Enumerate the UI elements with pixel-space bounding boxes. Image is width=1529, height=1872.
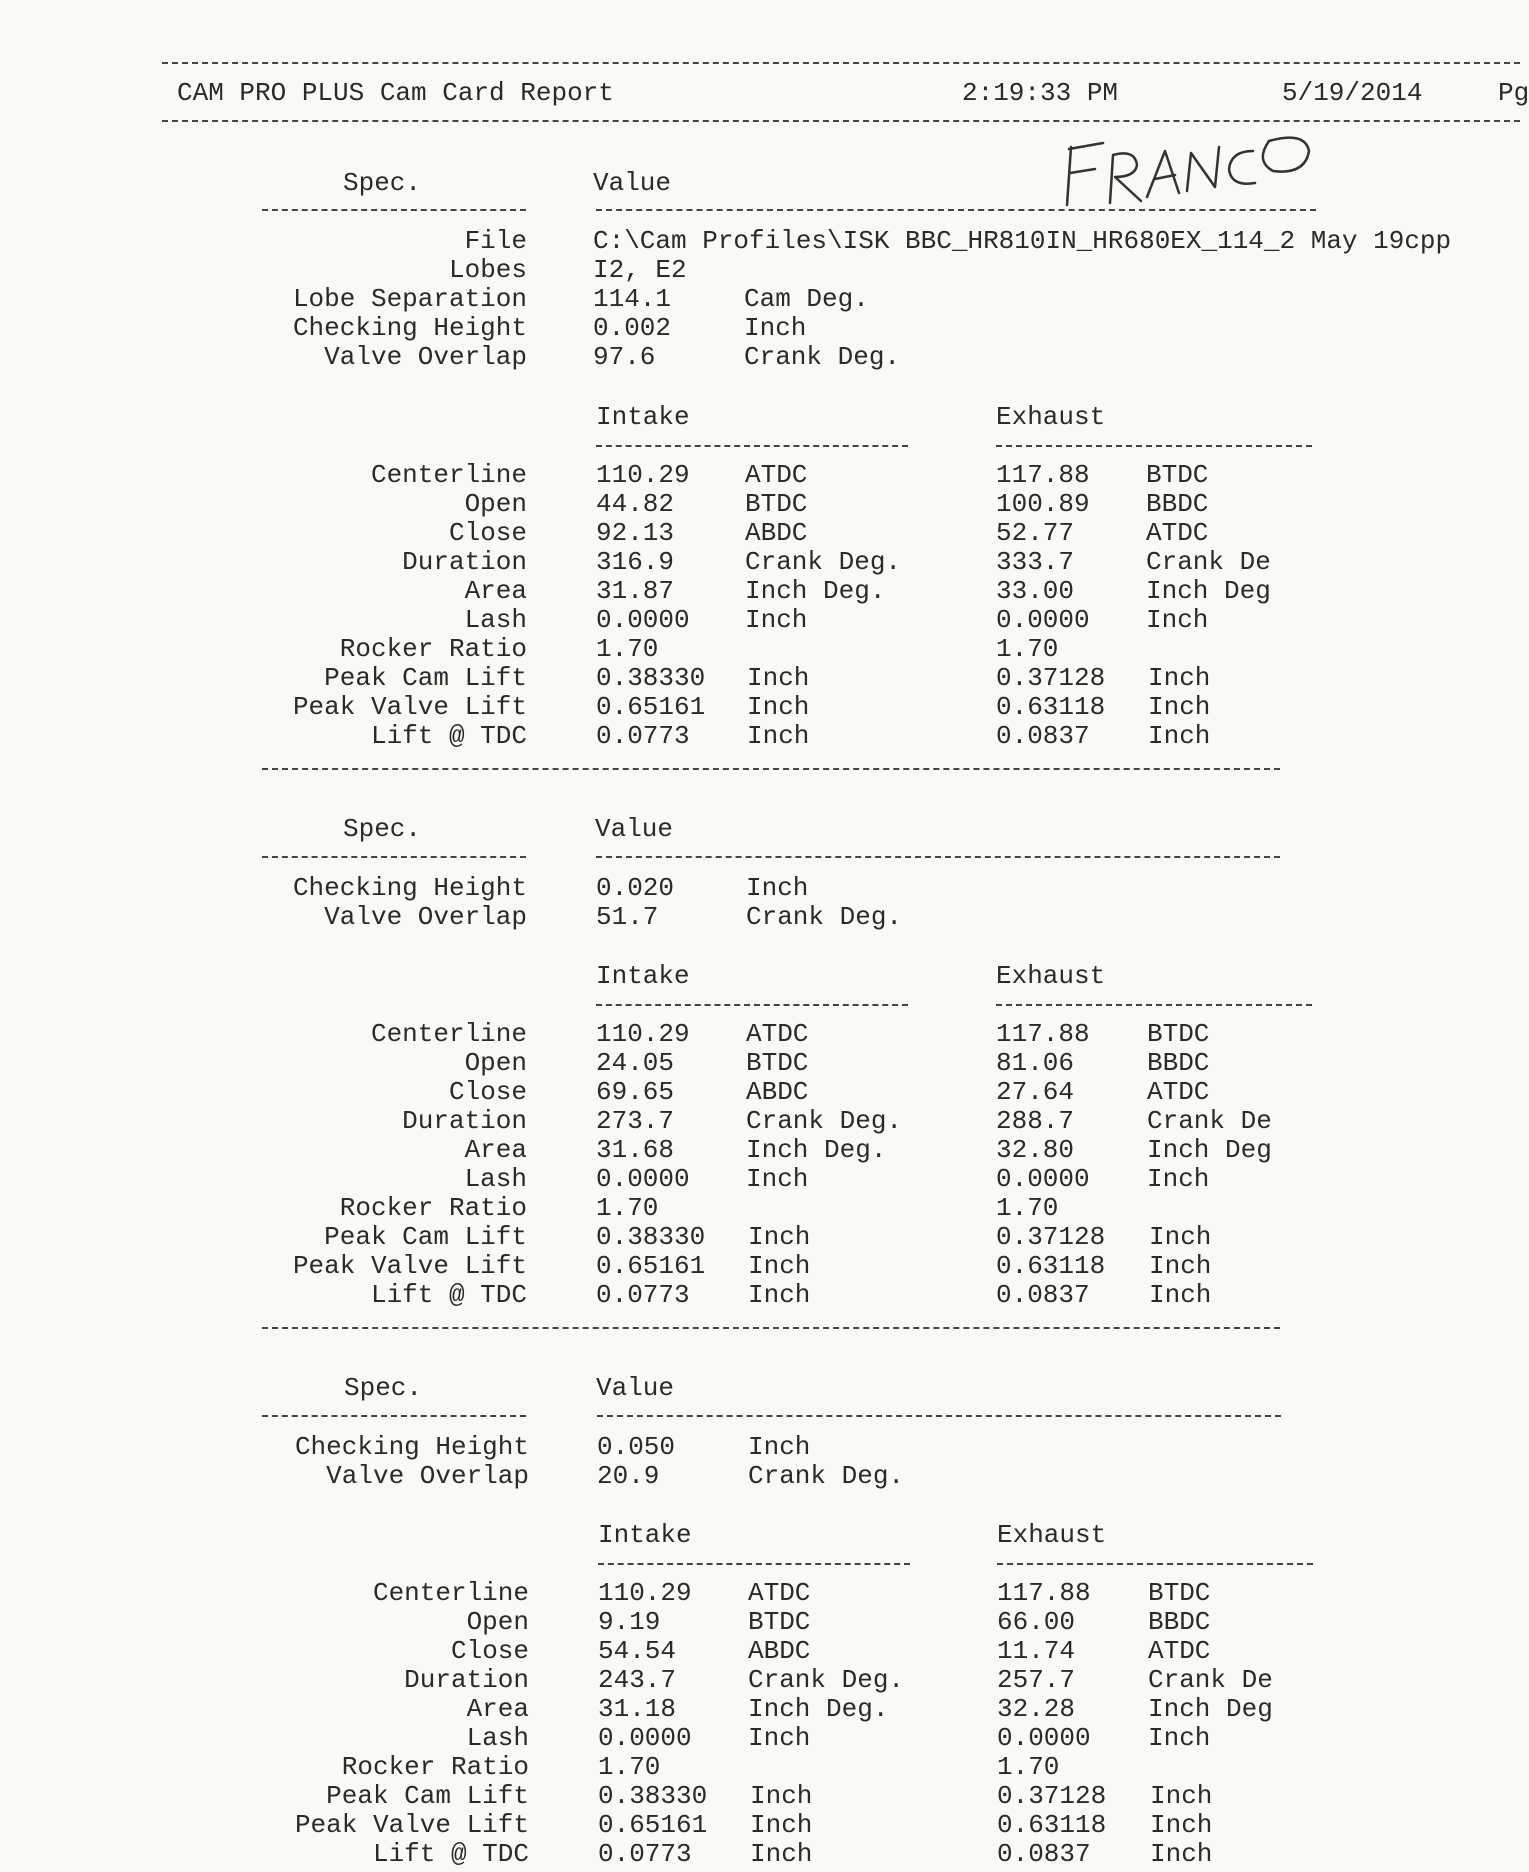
s1-intake-value: 31.87 — [596, 576, 675, 606]
report-page-label: Pg — [1498, 78, 1529, 108]
s3-exhaust-value: 257.7 — [997, 1665, 1076, 1695]
s3-exhaust-value: 117.88 — [997, 1578, 1091, 1608]
s1-row-label: Centerline — [370, 460, 527, 490]
s3-overlap-value: 20.9 — [597, 1461, 660, 1491]
s1-lobesep-label: Lobe Separation — [292, 284, 527, 314]
s3-intake-value: 1.70 — [598, 1752, 661, 1782]
s1-exhaust-value: 1.70 — [996, 634, 1059, 664]
s1-intake-rule — [596, 445, 908, 447]
s3-exhaust-unit: Inch — [1150, 1810, 1213, 1840]
s3-exhaust-unit: Inch — [1148, 1723, 1211, 1753]
s1-intake-unit: Inch — [747, 721, 810, 751]
s1-lobes-label: Lobes — [448, 255, 527, 285]
s2-exhaust-unit: BBDC — [1147, 1048, 1210, 1078]
s1-intake-value: 0.0000 — [596, 605, 690, 635]
s1-exhaust-value: 33.00 — [996, 576, 1075, 606]
s1-exhaust-header: Exhaust — [996, 402, 1106, 432]
s1-overlap-label: Valve Overlap — [324, 342, 527, 372]
s1-exhaust-value: 0.63118 — [996, 692, 1106, 722]
s3-exhaust-header: Exhaust — [997, 1520, 1107, 1550]
s1-intake-value: 1.70 — [596, 634, 659, 664]
s2-exhaust-unit: Inch Deg — [1147, 1135, 1272, 1165]
s3-row-label: Open — [466, 1607, 529, 1637]
s1-spec-header: Spec. — [343, 168, 422, 198]
report-title: CAM PRO PLUS Cam Card Report — [177, 78, 614, 108]
s3-exhaust-value: 32.28 — [997, 1694, 1076, 1724]
s2-row-label: Rocker Ratio — [339, 1193, 527, 1223]
s2-exhaust-unit: ATDC — [1147, 1077, 1210, 1107]
s3-intake-value: 0.38330 — [598, 1781, 708, 1811]
s2-intake-value: 0.0000 — [596, 1164, 690, 1194]
s2-row-label: Centerline — [370, 1019, 527, 1049]
s3-row-label: Duration — [404, 1665, 529, 1695]
s1-exhaust-value: 0.37128 — [996, 663, 1106, 693]
s3-exhaust-unit: Inch Deg — [1148, 1694, 1273, 1724]
s3-row-label: Peak Cam Lift — [326, 1781, 529, 1811]
s2-exhaust-value: 0.0837 — [996, 1280, 1090, 1310]
s3-exhaust-value: 1.70 — [997, 1752, 1060, 1782]
s3-row-label: Peak Valve Lift — [294, 1810, 529, 1840]
s2-row-label: Peak Cam Lift — [324, 1222, 527, 1252]
s3-row-label: Area — [466, 1694, 529, 1724]
s3-check-label: Checking Height — [294, 1432, 529, 1462]
s2-exhaust-unit: Inch — [1149, 1222, 1212, 1252]
s2-intake-unit: ABDC — [746, 1077, 809, 1107]
s2-exhaust-value: 0.0000 — [996, 1164, 1090, 1194]
s1-row-label: Lift @ TDC — [370, 721, 527, 751]
s2-spec-rule — [262, 856, 526, 858]
s2-intake-value: 110.29 — [596, 1019, 690, 1049]
s1-intake-value: 110.29 — [596, 460, 690, 490]
s2-intake-value: 0.0773 — [596, 1280, 690, 1310]
s3-value-header: Value — [596, 1373, 675, 1403]
s1-row-label: Area — [464, 576, 527, 606]
s2-intake-value: 0.65161 — [596, 1251, 706, 1281]
s2-check-label: Checking Height — [292, 873, 527, 903]
s1-check-unit: Inch — [744, 313, 807, 343]
s1-row-label: Duration — [402, 547, 527, 577]
s1-intake-header: Intake — [596, 402, 690, 432]
s1-exhaust-unit: Inch — [1148, 721, 1211, 751]
s1-exhaust-unit: BTDC — [1146, 460, 1209, 490]
s1-lobesep-value: 114.1 — [593, 284, 672, 314]
s2-intake-unit: Inch — [748, 1222, 811, 1252]
s3-exhaust-value: 11.74 — [997, 1636, 1076, 1666]
s3-intake-unit: Inch — [750, 1839, 813, 1869]
s2-intake-unit: ATDC — [746, 1019, 809, 1049]
s1-intake-value: 0.65161 — [596, 692, 706, 722]
s3-row-label: Centerline — [372, 1578, 529, 1608]
s3-exhaust-value: 0.0837 — [997, 1839, 1091, 1869]
s2-exhaust-unit: Inch — [1149, 1280, 1212, 1310]
s3-value-rule — [597, 1415, 1281, 1417]
s2-check-value: 0.020 — [596, 873, 675, 903]
s3-exhaust-unit: Inch — [1150, 1781, 1213, 1811]
s1-row-label: Open — [464, 489, 527, 519]
s1-value-rule — [596, 209, 1316, 211]
s2-row-label: Duration — [402, 1106, 527, 1136]
s2-row-label: Area — [464, 1135, 527, 1165]
s2-spec-header: Spec. — [343, 814, 422, 844]
s2-exhaust-unit: Crank De — [1147, 1106, 1272, 1136]
s2-intake-value: 0.38330 — [596, 1222, 706, 1252]
s3-exhaust-unit: ATDC — [1148, 1636, 1211, 1666]
s1-exhaust-value: 117.88 — [996, 460, 1090, 490]
s1-check-value: 0.002 — [593, 313, 672, 343]
s2-intake-value: 24.05 — [596, 1048, 675, 1078]
s1-value-header: Value — [593, 168, 672, 198]
s1-exhaust-unit: Crank De — [1146, 547, 1271, 577]
s3-intake-value: 110.29 — [598, 1578, 692, 1608]
s1-intake-value: 92.13 — [596, 518, 675, 548]
s2-row-label: Peak Valve Lift — [292, 1251, 527, 1281]
header-top-rule — [162, 62, 1520, 64]
s2-check-unit: Inch — [746, 873, 809, 903]
s2-intake-unit: Inch — [748, 1280, 811, 1310]
s2-intake-unit: BTDC — [746, 1048, 809, 1078]
s3-intake-unit: ATDC — [748, 1578, 811, 1608]
s3-spec-rule — [262, 1415, 526, 1417]
s2-exhaust-unit: BTDC — [1147, 1019, 1210, 1049]
s2-value-rule — [596, 856, 1280, 858]
header-bottom-rule — [162, 120, 1520, 122]
s1-exhaust-unit: Inch — [1146, 605, 1209, 635]
s1-exhaust-value: 0.0000 — [996, 605, 1090, 635]
s3-intake-unit: ABDC — [748, 1636, 811, 1666]
s1-end-rule — [262, 768, 1280, 770]
s3-exhaust-unit: Crank De — [1148, 1665, 1273, 1695]
s3-exhaust-unit: BBDC — [1148, 1607, 1211, 1637]
handwritten-signature — [1055, 125, 1315, 210]
s1-exhaust-unit: BBDC — [1146, 489, 1209, 519]
s1-exhaust-value: 0.0837 — [996, 721, 1090, 751]
s3-intake-unit: BTDC — [748, 1607, 811, 1637]
s1-intake-unit: Crank Deg. — [745, 547, 902, 577]
s3-intake-value: 0.65161 — [598, 1810, 708, 1840]
s1-intake-unit: Inch — [747, 663, 810, 693]
s1-check-label: Checking Height — [292, 313, 527, 343]
s1-lobes-value: I2, E2 — [593, 255, 687, 285]
s2-intake-header: Intake — [596, 961, 690, 991]
s2-row-label: Lift @ TDC — [370, 1280, 527, 1310]
s1-file-label: File — [464, 226, 527, 256]
s2-exhaust-unit: Inch — [1147, 1164, 1210, 1194]
s2-exhaust-value: 0.37128 — [996, 1222, 1106, 1252]
s3-intake-unit: Inch Deg. — [748, 1694, 889, 1724]
s3-overlap-unit: Crank Deg. — [748, 1461, 905, 1491]
s2-overlap-value: 51.7 — [596, 902, 659, 932]
s2-overlap-label: Valve Overlap — [324, 902, 527, 932]
s3-exhaust-value: 0.37128 — [997, 1781, 1107, 1811]
s2-intake-unit: Crank Deg. — [746, 1106, 903, 1136]
s3-intake-value: 0.0773 — [598, 1839, 692, 1869]
s2-exhaust-value: 27.64 — [996, 1077, 1075, 1107]
s3-exhaust-unit: Inch — [1150, 1839, 1213, 1869]
s2-row-label: Lash — [464, 1164, 527, 1194]
s1-exhaust-unit: Inch Deg — [1146, 576, 1271, 606]
s2-intake-value: 273.7 — [596, 1106, 675, 1136]
s2-intake-value: 1.70 — [596, 1193, 659, 1223]
s1-exhaust-value: 100.89 — [996, 489, 1090, 519]
s3-intake-unit: Inch — [748, 1723, 811, 1753]
s1-exhaust-value: 333.7 — [996, 547, 1075, 577]
s1-spec-rule — [262, 209, 526, 211]
report-time: 2:19:33 PM — [962, 78, 1119, 108]
s1-overlap-value: 97.6 — [593, 342, 656, 372]
s3-row-label: Rocker Ratio — [341, 1752, 529, 1782]
s1-intake-value: 44.82 — [596, 489, 675, 519]
s2-exhaust-value: 117.88 — [996, 1019, 1090, 1049]
s2-intake-unit: Inch Deg. — [746, 1135, 887, 1165]
s1-exhaust-unit: Inch — [1148, 663, 1211, 693]
s1-row-label: Peak Valve Lift — [292, 692, 527, 722]
s3-exhaust-value: 0.63118 — [997, 1810, 1107, 1840]
s3-row-label: Close — [450, 1636, 529, 1666]
s3-row-label: Lift @ TDC — [372, 1839, 529, 1869]
s2-exhaust-header: Exhaust — [996, 961, 1106, 991]
s2-intake-unit: Inch — [746, 1164, 809, 1194]
s2-exhaust-value: 288.7 — [996, 1106, 1075, 1136]
s1-file-value: C:\Cam Profiles\ISK BBC_HR810IN_HR680EX_114_2 May 19cpp — [593, 226, 1452, 256]
s3-intake-rule — [598, 1563, 910, 1565]
s2-intake-value: 69.65 — [596, 1077, 675, 1107]
s1-intake-unit: ABDC — [745, 518, 808, 548]
s2-exhaust-value: 1.70 — [996, 1193, 1059, 1223]
s1-exhaust-rule — [996, 445, 1312, 447]
s2-exhaust-value: 0.63118 — [996, 1251, 1106, 1281]
s3-intake-value: 0.0000 — [598, 1723, 692, 1753]
s3-row-label: Lash — [466, 1723, 529, 1753]
s3-intake-header: Intake — [598, 1520, 692, 1550]
s3-exhaust-value: 0.0000 — [997, 1723, 1091, 1753]
s2-row-label: Open — [464, 1048, 527, 1078]
s1-intake-unit: Inch Deg. — [745, 576, 886, 606]
s1-intake-value: 0.0773 — [596, 721, 690, 751]
s3-intake-value: 9.19 — [598, 1607, 661, 1637]
s1-intake-unit: ATDC — [745, 460, 808, 490]
s2-intake-value: 31.68 — [596, 1135, 675, 1165]
s2-exhaust-value: 81.06 — [996, 1048, 1075, 1078]
s3-intake-unit: Inch — [750, 1810, 813, 1840]
s1-intake-value: 316.9 — [596, 547, 675, 577]
s3-overlap-label: Valve Overlap — [326, 1461, 529, 1491]
s1-row-label: Lash — [464, 605, 527, 635]
s3-intake-unit: Crank Deg. — [748, 1665, 905, 1695]
s3-spec-header: Spec. — [344, 1373, 423, 1403]
s1-row-label: Peak Cam Lift — [324, 663, 527, 693]
s3-exhaust-unit: BTDC — [1148, 1578, 1211, 1608]
s1-intake-unit: Inch — [745, 605, 808, 635]
s1-overlap-unit: Crank Deg. — [744, 342, 901, 372]
s3-intake-value: 31.18 — [598, 1694, 677, 1724]
s2-intake-rule — [596, 1004, 908, 1006]
report-date: 5/19/2014 — [1282, 78, 1423, 108]
s3-exhaust-rule — [997, 1563, 1313, 1565]
s1-exhaust-value: 52.77 — [996, 518, 1075, 548]
s2-overlap-unit: Crank Deg. — [746, 902, 903, 932]
s3-check-value: 0.050 — [597, 1432, 676, 1462]
s3-intake-unit: Inch — [750, 1781, 813, 1811]
s3-exhaust-value: 66.00 — [997, 1607, 1076, 1637]
s2-intake-unit: Inch — [748, 1251, 811, 1281]
s1-row-label: Rocker Ratio — [339, 634, 527, 664]
s1-intake-value: 0.38330 — [596, 663, 706, 693]
s1-row-label: Close — [448, 518, 527, 548]
s3-check-unit: Inch — [748, 1432, 811, 1462]
s2-value-header: Value — [595, 814, 674, 844]
s1-intake-unit: BTDC — [745, 489, 808, 519]
s1-intake-unit: Inch — [747, 692, 810, 722]
s3-intake-value: 243.7 — [598, 1665, 677, 1695]
s3-intake-value: 54.54 — [598, 1636, 677, 1666]
s1-exhaust-unit: Inch — [1148, 692, 1211, 722]
s2-exhaust-rule — [996, 1004, 1312, 1006]
s2-exhaust-unit: Inch — [1149, 1251, 1212, 1281]
s2-exhaust-value: 32.80 — [996, 1135, 1075, 1165]
s2-row-label: Close — [448, 1077, 527, 1107]
s1-exhaust-unit: ATDC — [1146, 518, 1209, 548]
s2-end-rule — [262, 1327, 1280, 1329]
s1-lobesep-unit: Cam Deg. — [744, 284, 869, 314]
